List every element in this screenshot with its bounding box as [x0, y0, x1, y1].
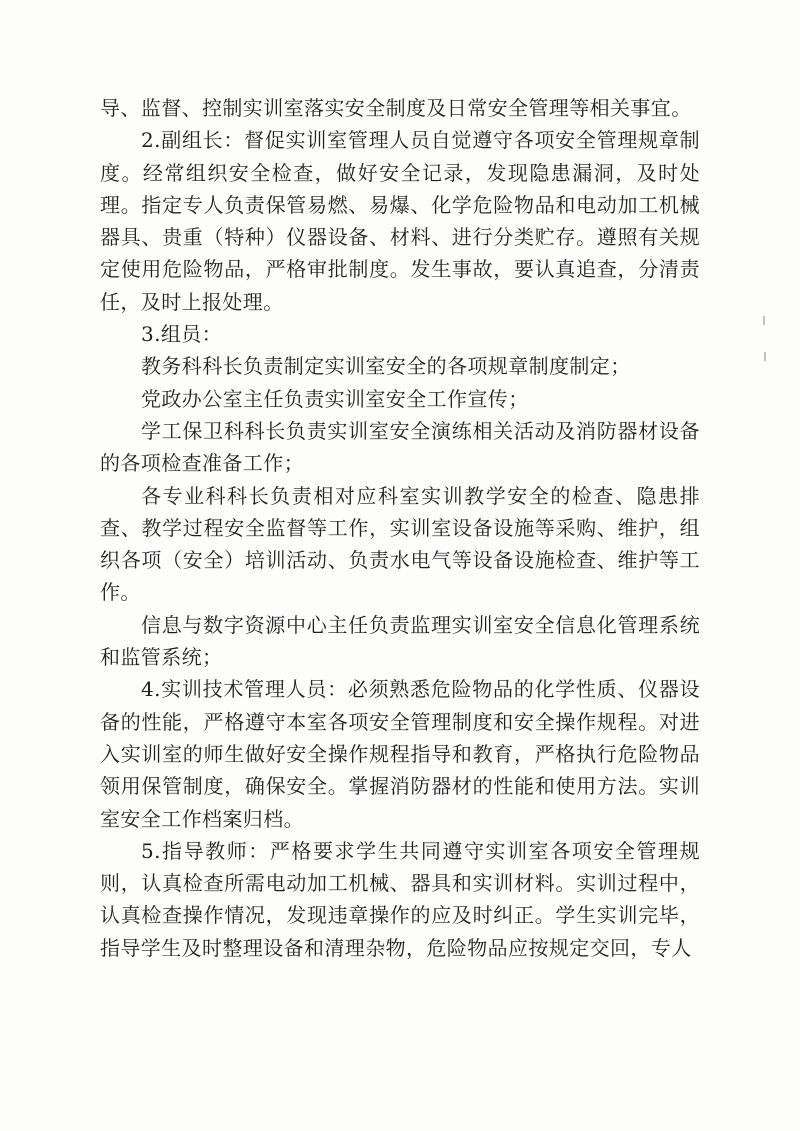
scan-mark-top — [763, 316, 765, 325]
paragraph-info-center: 信息与数字资源中心主任负责监理实训室安全信息化管理系统和监管系统； — [100, 612, 700, 670]
paragraph-technical-staff: 4.实训技术管理人员：必须熟悉危险物品的化学性质、仪器设备的性能，严格遵守本室各项安全管理制度和安全操作规程。对进入实训室的师生做好安全操作规程指导和教育，严格执行危险物品领用保管制度，确保安全。掌握消防器材的性能和使用方法。实训室安全工作档案归档。 — [100, 677, 700, 831]
paragraph-department-heads: 各专业科科长负责相对应科室实训教学安全的检查、隐患排查、教学过程安全监督等工作，实训室设备设施等采购、维护，组织各项（安全）培训活动、负责水电气等设备设施检查、维护等工作。 — [100, 483, 700, 605]
paragraph-deputy-leader: 2.副组长：督促实训室管理人员自觉遵守各项安全管理规章制度。经常组织安全检查，做好安全记录，发现隐患漏洞，及时处理。指定专人负责保管易燃、易爆、化学危险物品和电动加工机械器具、贵重（特种）仪器设备、材料、进行分类贮存。遵照有关规定使用危险物品，严格审批制度。发生事故，要认真追查，分清责任，及时上报处理。 — [100, 128, 700, 314]
paragraph-student-security: 学工保卫科科长负责实训室安全演练相关活动及消防器材设备的各项检查准备工作； — [100, 418, 700, 476]
paragraph-members-heading: 3.组员： — [141, 322, 223, 347]
document-body — [100, 92, 700, 964]
paragraph-academic-affairs: 教务科科长负责制定实训室安全的各项规章制度制定； — [141, 354, 631, 379]
paragraph-continuation: 导、监督、控制实训室落实安全制度及日常安全管理等相关事宜。 — [100, 96, 692, 120]
paragraph-instructors: 5.指导教师：严格要求学生共同遵守实训室各项安全管理规则，认真检查所需电动加工机械、器具和实训材料。实训过程中，认真检查操作情况，发现违章操作的应及时纠正。学生实训完毕，指导学生及时整理设备和清理杂物，危险物品应按规定交回，专人 — [100, 838, 700, 960]
scan-mark-bottom — [764, 352, 766, 361]
paragraph-party-office: 党政办公室主任负责实训室安全工作宣传； — [141, 386, 529, 411]
